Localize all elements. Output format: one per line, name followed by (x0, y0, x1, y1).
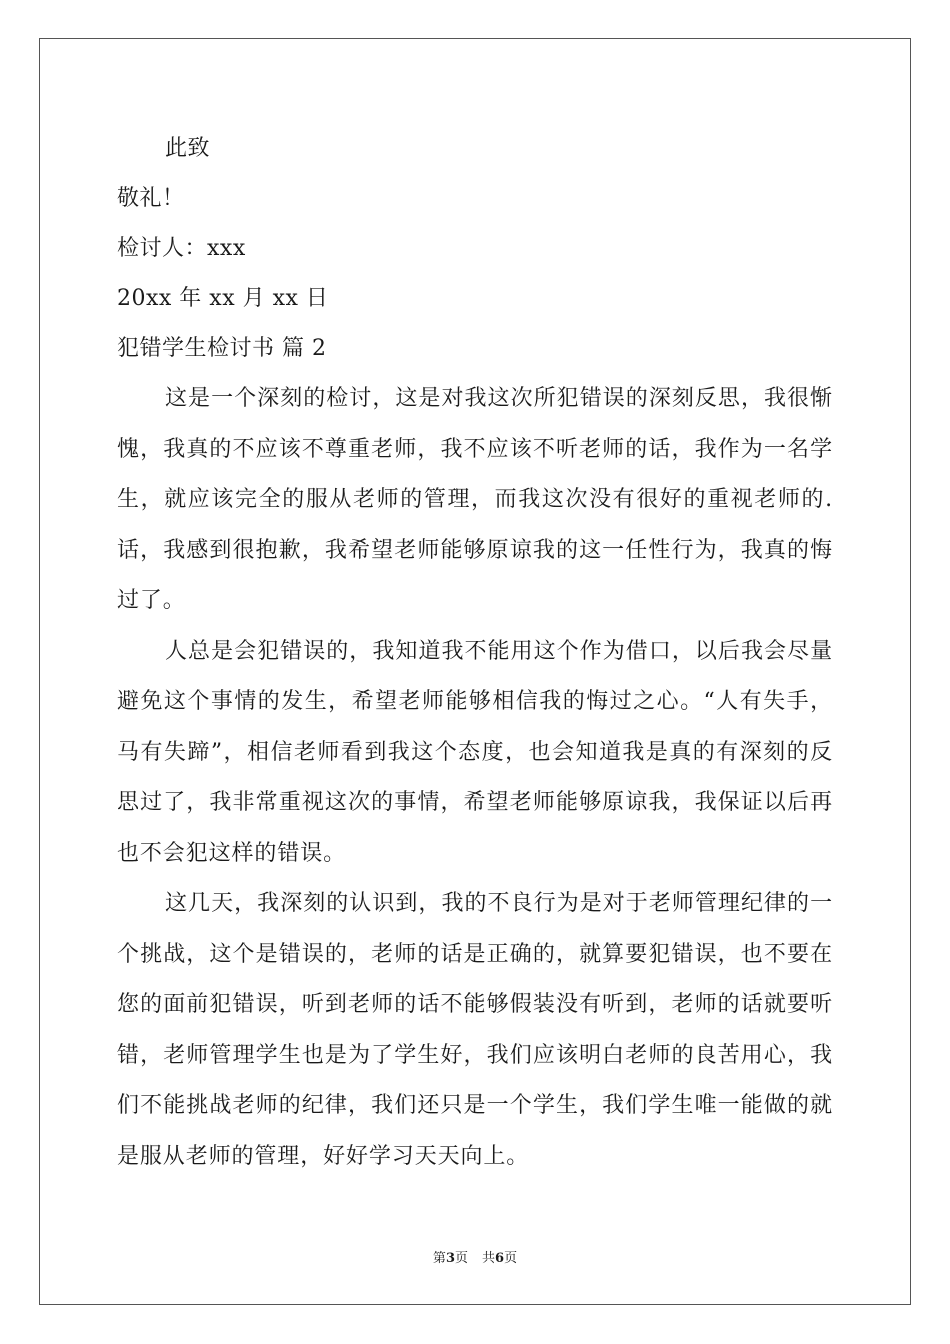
total-suffix: 页 (504, 1251, 518, 1266)
page-total: 6 (495, 1251, 505, 1266)
author-line: 检讨人：xxx (117, 236, 246, 261)
total-prefix: 共 (482, 1251, 496, 1266)
salute-line: 敬礼！ (117, 186, 185, 211)
date-line: 20xx 年 xx 月 xx 日 (117, 286, 329, 311)
page-footer (0, 1247, 950, 1266)
paragraph-2: 人总是会犯错误的，我知道我不能用这个作为借口，以后我会尽量避免这个事情的发生，希望老师能够相信我的悔过之心。“人有失手，马有失蹄”，相信老师看到我这个态度，也会知道我是真的有深刻的反思过了，我非常重视这次的事情，希望老师能够原谅我，我保证以后再也不会犯这样的错误。 (117, 638, 833, 866)
paragraph-3: 这几天，我深刻的认识到，我的不良行为是对于老师管理纪律的一个挑战，这个是错误的，老师的话是正确的，就算要犯错误，也不要在您的面前犯错误，听到老师的话不能够假装没有听到，老师的话就要听错，老师管理学生也是为了学生好，我们应该明白老师的良苦用心，我们不能挑战老师的纪律，我们还只是一个学生，我们学生唯一能做的就是服从老师的管理，好好学习天天向上。 (117, 891, 833, 1169)
closing-line: 此致 (165, 136, 211, 161)
page-prefix: 第 (432, 1251, 446, 1266)
page-current: 3 (445, 1251, 455, 1266)
page-suffix: 页 (454, 1251, 468, 1266)
document-body (117, 124, 833, 1182)
section-title: 犯错学生检讨书 篇 2 (117, 336, 327, 361)
paragraph-1: 这是一个深刻的检讨，这是对我这次所犯错误的深刻反思，我很惭愧，我真的不应该不尊重老师，我不应该不听老师的话，我作为一名学生，就应该完全的服从老师的管理，而我这次没有很好的重视老师的.话，我感到很抱歉，我希望老师能够原谅我的这一任性行为，我真的悔过了。 (117, 386, 833, 613)
